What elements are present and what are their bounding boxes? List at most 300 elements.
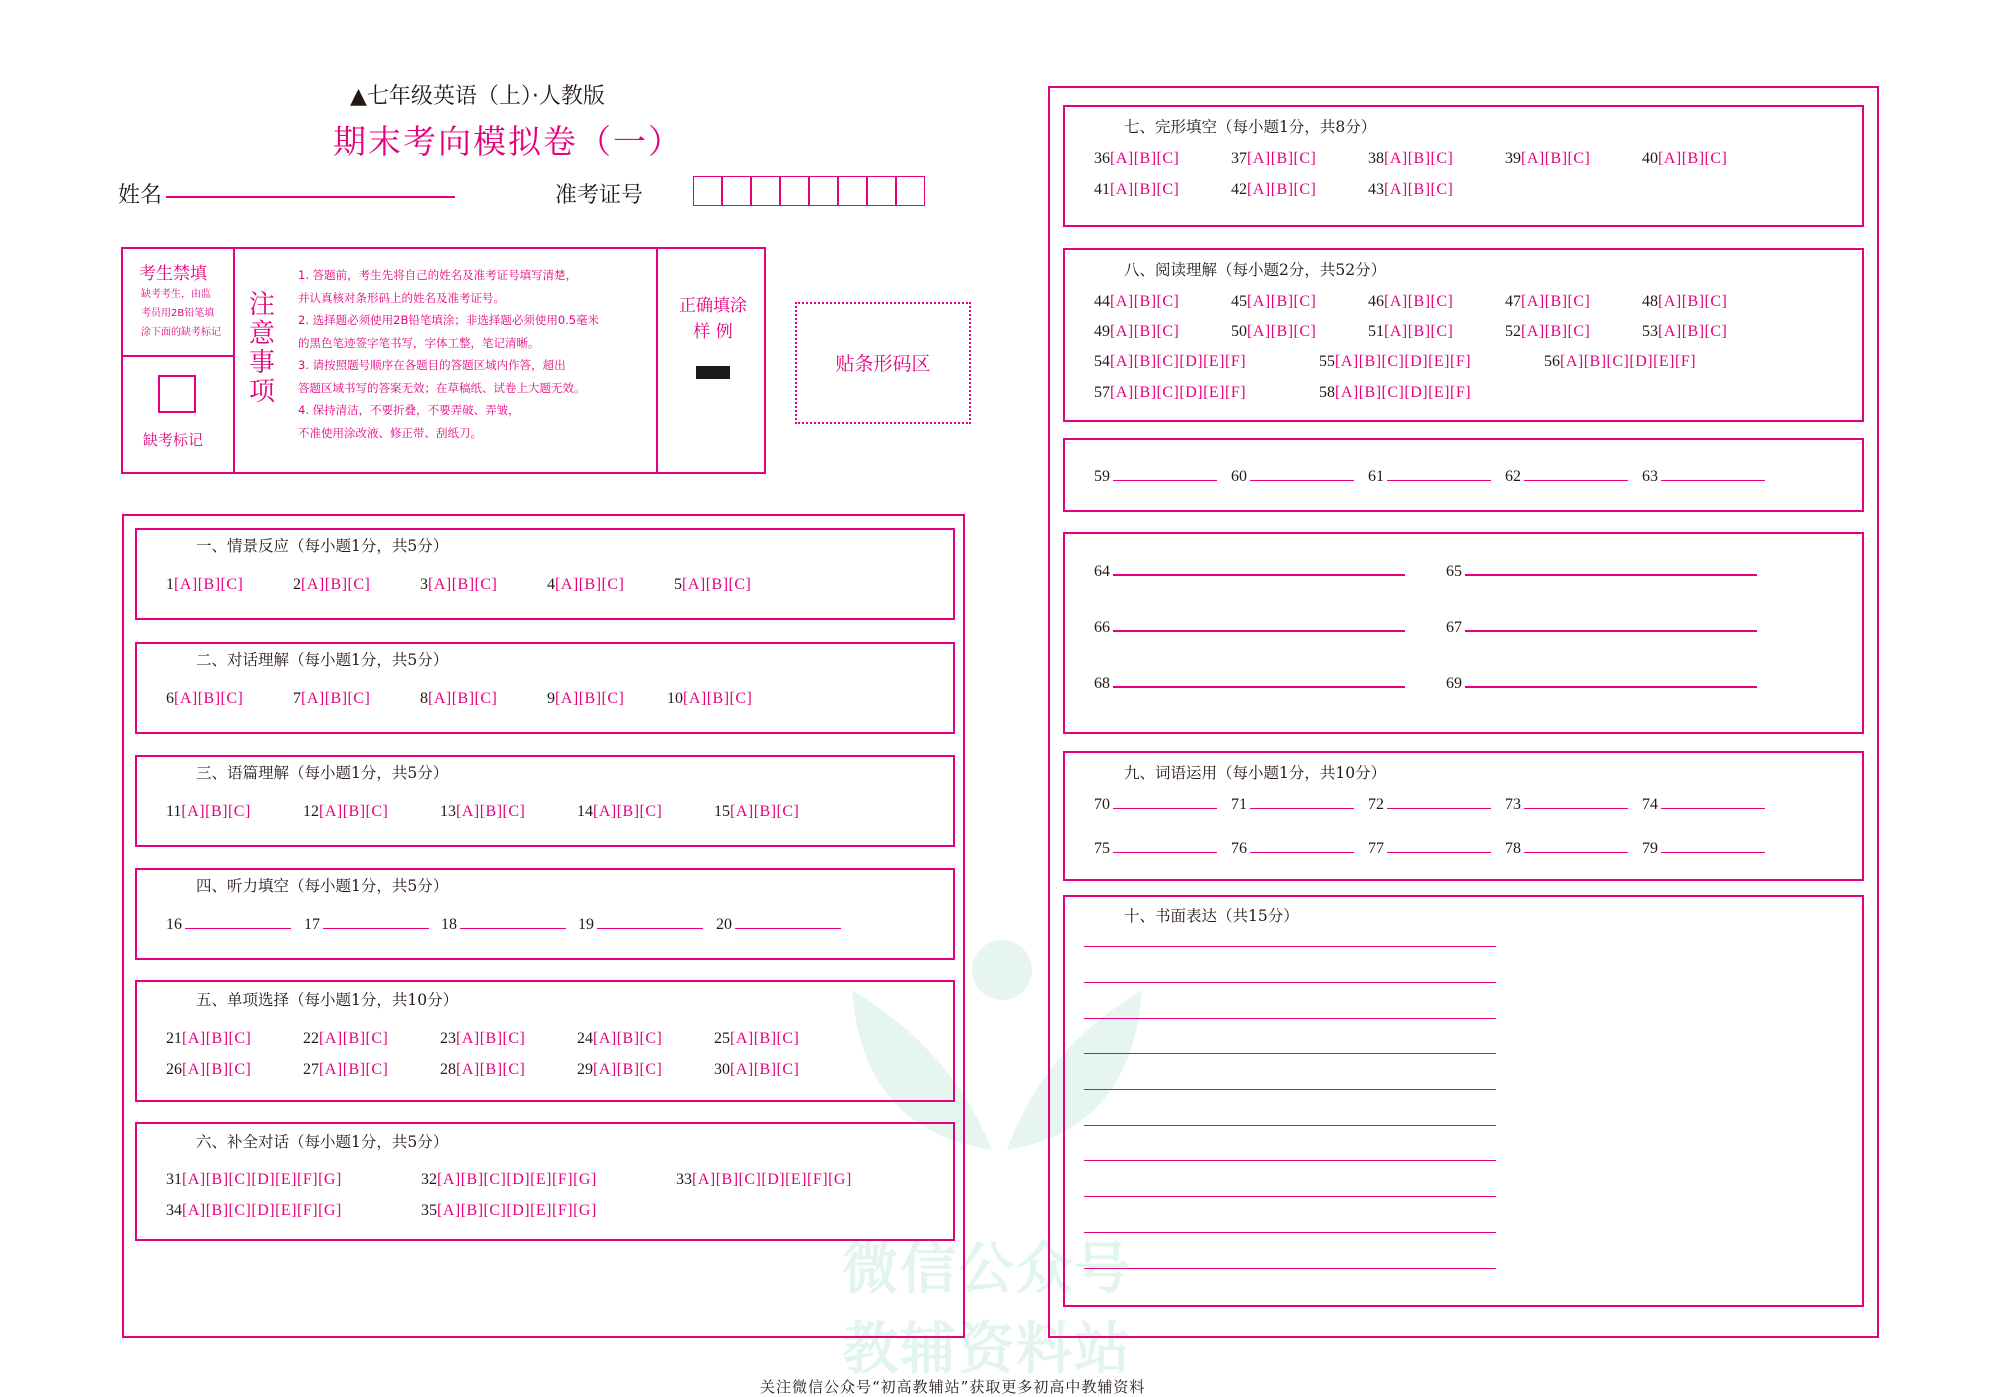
question-number: 7 [293, 690, 301, 707]
option-bubbles[interactable]: [A][B][C] [456, 1061, 526, 1078]
question-bubbles[interactable] [1368, 293, 1453, 311]
answer-line[interactable] [1524, 480, 1628, 481]
question-number: 79 [1642, 840, 1658, 857]
question-bubbles[interactable] [1094, 181, 1179, 199]
notice-line: 1. 答题前，考生先将自己的姓名及准考证号填写清楚， [298, 268, 578, 282]
section-4-heading: 四、听力填空（每小题1分，共5分） [196, 877, 449, 895]
question-number: 54 [1094, 353, 1110, 370]
answer-line[interactable] [1113, 630, 1405, 632]
option-bubbles[interactable]: [A][B][C] [1658, 293, 1728, 310]
answer-line[interactable] [1387, 808, 1491, 809]
barcode-area [795, 302, 971, 424]
question-number: 25 [714, 1030, 730, 1047]
exam-id-label: 准考证号 [555, 183, 644, 208]
answer-line[interactable] [185, 928, 291, 929]
answer-line[interactable] [1113, 480, 1217, 481]
absent-mark-checkbox[interactable] [158, 375, 196, 413]
answer-line[interactable] [1524, 852, 1628, 853]
question-bubbles[interactable] [440, 1030, 525, 1048]
question-bubbles[interactable] [1368, 181, 1453, 199]
fill-blank[interactable] [1446, 619, 1757, 637]
notice-text [298, 264, 599, 444]
question-number: 34 [166, 1202, 182, 1219]
question-number: 51 [1368, 323, 1384, 340]
fill-blank[interactable] [1231, 468, 1354, 486]
question-number: 28 [440, 1061, 456, 1078]
section-1-heading: 一、情景反应（每小题1分，共5分） [196, 537, 449, 555]
option-bubbles[interactable]: [A][B][C][D][E][F][G] [182, 1171, 342, 1188]
question-number: 8 [420, 690, 428, 707]
exam-id-cell[interactable] [780, 176, 809, 206]
notice-line: 的黑色笔迹签字笔书写，字体工整，笔记清晰。 [298, 335, 540, 350]
option-bubbles[interactable]: [A][B][C][D][E][F] [1335, 353, 1472, 370]
question-number: 72 [1368, 796, 1384, 813]
section-8-heading: 八、阅读理解（每小题2分，共52分） [1124, 261, 1387, 279]
question-number: 45 [1231, 293, 1247, 310]
question-number: 53 [1642, 323, 1658, 340]
question-number: 50 [1231, 323, 1247, 340]
question-bubbles[interactable] [667, 690, 752, 708]
option-bubbles[interactable]: [A][B][C] [182, 1030, 252, 1047]
answer-line[interactable] [1387, 852, 1491, 853]
question-bubbles[interactable] [1094, 150, 1179, 168]
exam-id-cell[interactable] [838, 176, 867, 206]
option-bubbles[interactable]: [A][B][C][D][E][F] [1560, 353, 1697, 370]
answer-line[interactable] [1113, 574, 1405, 576]
option-bubbles[interactable]: [A][B][C] [1110, 293, 1180, 310]
question-number: 68 [1094, 675, 1110, 692]
question-number: 65 [1446, 563, 1462, 580]
exam-id-grid[interactable] [693, 176, 929, 206]
answer-line[interactable] [1250, 852, 1354, 853]
name-input-line[interactable] [166, 196, 455, 198]
fill-blank[interactable] [1231, 840, 1354, 858]
question-number: 20 [716, 916, 732, 933]
fill-blank[interactable] [1446, 675, 1757, 693]
option-bubbles[interactable]: [A][B][C] [593, 803, 663, 820]
question-number: 32 [421, 1171, 437, 1188]
question-bubbles[interactable] [674, 576, 751, 594]
fill-blank[interactable] [304, 916, 429, 934]
question-number: 11 [166, 803, 182, 820]
writing-line[interactable] [1084, 1232, 1496, 1233]
option-bubbles[interactable]: [A][B][C] [1521, 323, 1591, 340]
question-bubbles[interactable] [1505, 323, 1590, 341]
option-bubbles[interactable]: [A][B][C] [730, 1030, 800, 1047]
question-bubbles[interactable] [166, 1030, 251, 1048]
option-bubbles[interactable]: [A][B][C] [555, 690, 625, 707]
fill-blank[interactable] [1094, 468, 1217, 486]
question-bubbles[interactable] [1094, 353, 1246, 371]
question-number: 75 [1094, 840, 1110, 857]
question-bubbles[interactable] [547, 690, 624, 708]
option-bubbles[interactable]: [A][B][C] [174, 690, 244, 707]
question-number: 18 [441, 916, 457, 933]
fill-blank[interactable] [1094, 840, 1217, 858]
question-bubbles[interactable] [421, 1171, 597, 1189]
option-bubbles[interactable]: [A][B][C] [1384, 181, 1454, 198]
question-bubbles[interactable] [421, 1202, 597, 1220]
question-number: 63 [1642, 468, 1658, 485]
option-bubbles[interactable]: [A][B][C] [1247, 150, 1317, 167]
question-number: 57 [1094, 384, 1110, 401]
answer-line[interactable] [1524, 808, 1628, 809]
exam-id-cell[interactable] [809, 176, 838, 206]
question-bubbles[interactable] [1642, 323, 1727, 341]
question-number: 27 [303, 1061, 319, 1078]
question-number: 33 [676, 1171, 692, 1188]
question-bubbles[interactable] [303, 1030, 388, 1048]
question-number: 37 [1231, 150, 1247, 167]
question-bubbles[interactable] [166, 576, 243, 594]
exam-id-cell[interactable] [751, 176, 780, 206]
question-bubbles[interactable] [1231, 150, 1316, 168]
option-bubbles[interactable]: [A][B][C] [319, 803, 389, 820]
question-number: 10 [667, 690, 683, 707]
question-number: 47 [1505, 293, 1521, 310]
exam-id-cell[interactable] [867, 176, 896, 206]
question-bubbles[interactable] [1094, 384, 1246, 402]
question-bubbles[interactable] [1642, 150, 1727, 168]
exam-id-cell[interactable] [896, 176, 925, 206]
question-number: 62 [1505, 468, 1521, 485]
question-number: 42 [1231, 181, 1247, 198]
question-number: 13 [440, 803, 456, 820]
notice-line: 3. 请按照题号顺序在各题目的答题区域内作答，超出 [298, 358, 566, 372]
fill-blank[interactable] [1094, 796, 1217, 814]
question-bubbles[interactable] [676, 1171, 852, 1189]
question-number: 67 [1446, 619, 1462, 636]
question-number: 49 [1094, 323, 1110, 340]
question-number: 31 [166, 1171, 182, 1188]
forbidden-line: 考员用2B铅笔填 [141, 308, 215, 319]
forbidden-line: 缺考考生，由监 [141, 289, 211, 300]
answer-line[interactable] [1465, 630, 1757, 632]
divider [656, 249, 658, 472]
option-bubbles[interactable]: [A][B][C][D][E][F] [1110, 384, 1247, 401]
option-bubbles[interactable]: [A][B][C] [301, 576, 371, 593]
exam-id-cell[interactable] [693, 176, 722, 206]
forbidden-line: 涂下面的缺考标记 [141, 327, 221, 338]
barcode-label: 贴条形码区 [835, 353, 931, 375]
fill-blank[interactable] [1505, 840, 1628, 858]
notice-line: 4. 保持清洁，不要折叠，不要弄破、弄皱， [298, 403, 520, 417]
writing-line[interactable] [1084, 1053, 1496, 1054]
answer-line[interactable] [1465, 574, 1757, 576]
fill-blank[interactable] [1446, 563, 1757, 581]
option-bubbles[interactable]: [A][B][C] [1521, 150, 1591, 167]
question-bubbles[interactable] [166, 690, 243, 708]
question-bubbles[interactable] [303, 803, 388, 821]
option-bubbles[interactable]: [A][B][C] [181, 803, 251, 820]
writing-line[interactable] [1084, 1018, 1496, 1019]
question-bubbles[interactable] [440, 1061, 525, 1079]
question-number: 43 [1368, 181, 1384, 198]
option-bubbles[interactable]: [A][B][C] [682, 576, 752, 593]
writing-line[interactable] [1084, 946, 1496, 947]
option-bubbles[interactable]: [A][B][C][D][E][F] [1110, 353, 1247, 370]
question-number: 6 [166, 690, 174, 707]
option-bubbles[interactable]: [A][B][C] [730, 1061, 800, 1078]
question-bubbles[interactable] [293, 690, 370, 708]
option-bubbles[interactable]: [A][B][C][D][E][F][G] [437, 1202, 597, 1219]
fill-blank[interactable] [1094, 675, 1405, 693]
option-bubbles[interactable]: [A][B][C] [1247, 323, 1317, 340]
option-bubbles[interactable]: [A][B][C] [1110, 150, 1180, 167]
answer-line[interactable] [1250, 480, 1354, 481]
option-bubbles[interactable]: [A][B][C] [593, 1061, 663, 1078]
question-number: 1 [166, 576, 174, 593]
question-bubbles[interactable] [577, 803, 662, 821]
answer-line[interactable] [597, 928, 703, 929]
section-10-box [1063, 895, 1864, 1307]
fill-blank[interactable] [1368, 840, 1491, 858]
question-number: 9 [547, 690, 555, 707]
fill-blank[interactable] [1094, 619, 1405, 637]
option-bubbles[interactable]: [A][B][C] [301, 690, 371, 707]
question-number: 76 [1231, 840, 1247, 857]
option-bubbles[interactable]: [A][B][C] [174, 576, 244, 593]
notice-line: 不准使用涂改液、修正带、刮纸刀。 [298, 425, 482, 440]
question-bubbles[interactable] [420, 690, 497, 708]
question-number: 2 [293, 576, 301, 593]
notice-line: 并认真核对条形码上的姓名及准考证号。 [298, 290, 505, 305]
question-bubbles[interactable] [714, 803, 799, 821]
question-bubbles[interactable] [166, 1171, 342, 1189]
answer-line[interactable] [1661, 808, 1765, 809]
fill-blank[interactable] [1368, 468, 1491, 486]
question-bubbles[interactable] [440, 803, 525, 821]
question-bubbles[interactable] [303, 1061, 388, 1079]
name-label: 姓名 [118, 183, 163, 208]
option-bubbles[interactable]: [A][B][C] [555, 576, 625, 593]
question-number: 56 [1544, 353, 1560, 370]
question-bubbles[interactable] [1368, 150, 1453, 168]
question-bubbles[interactable] [577, 1030, 662, 1048]
question-number: 59 [1094, 468, 1110, 485]
question-number: 70 [1094, 796, 1110, 813]
question-bubbles[interactable] [1505, 150, 1590, 168]
question-number: 14 [577, 803, 593, 820]
option-bubbles[interactable]: [A][B][C] [319, 1061, 389, 1078]
question-bubbles[interactable] [420, 576, 497, 594]
answer-line[interactable] [1113, 808, 1217, 809]
option-bubbles[interactable]: [A][B][C] [456, 1030, 526, 1047]
question-bubbles[interactable] [166, 1202, 342, 1220]
option-bubbles[interactable]: [A][B][C] [182, 1061, 252, 1078]
option-bubbles[interactable]: [A][B][C] [730, 803, 800, 820]
option-bubbles[interactable]: [A][B][C] [1384, 323, 1454, 340]
watermark-text: 教辅资料站 [842, 1317, 1132, 1382]
question-bubbles[interactable] [1094, 323, 1179, 341]
question-number: 52 [1505, 323, 1521, 340]
question-number: 40 [1642, 150, 1658, 167]
section-7-heading: 七、完形填空（每小题1分，共8分） [1124, 118, 1377, 136]
absent-mark-label: 缺考标记 [143, 431, 204, 449]
question-bubbles[interactable] [1231, 181, 1316, 199]
question-number: 5 [674, 576, 682, 593]
option-bubbles[interactable]: [A][B][C] [683, 690, 753, 707]
section-9-heading: 九、词语运用（每小题1分，共10分） [1124, 764, 1387, 782]
notice-heading [247, 291, 277, 407]
question-number: 23 [440, 1030, 456, 1047]
sample-title-line: 正确填涂 [679, 296, 747, 316]
question-number: 39 [1505, 150, 1521, 167]
question-number: 44 [1094, 293, 1110, 310]
option-bubbles[interactable]: [A][B][C] [456, 803, 526, 820]
question-bubbles[interactable] [1231, 323, 1316, 341]
fill-blank[interactable] [1642, 840, 1765, 858]
question-number: 64 [1094, 563, 1110, 580]
option-bubbles[interactable]: [A][B][C] [428, 576, 498, 593]
question-bubbles[interactable] [293, 576, 370, 594]
writing-line[interactable] [1084, 1268, 1496, 1269]
question-bubbles[interactable] [1319, 384, 1471, 402]
option-bubbles[interactable]: [A][B][C] [1110, 181, 1180, 198]
question-number: 60 [1231, 468, 1247, 485]
filled-bubble-sample [696, 366, 730, 379]
question-bubbles[interactable] [1094, 293, 1179, 311]
question-number: 48 [1642, 293, 1658, 310]
question-bubbles[interactable] [1505, 293, 1590, 311]
answer-line[interactable] [1465, 686, 1757, 688]
forbidden-title: 考生禁填 [139, 264, 207, 284]
notice-line: 答题区域书写的答案无效；在草稿纸、试卷上大题无效。 [298, 380, 586, 395]
question-bubbles[interactable] [1368, 323, 1453, 341]
option-bubbles[interactable]: [A][B][C] [1110, 323, 1180, 340]
question-number: 66 [1094, 619, 1110, 636]
notice-heading-char: 项 [248, 377, 275, 407]
section-5-heading: 五、单项选择（每小题1分，共10分） [196, 991, 459, 1009]
answer-line[interactable] [735, 928, 841, 929]
question-number: 19 [578, 916, 594, 933]
notice-heading-char: 事 [248, 348, 275, 378]
question-number: 29 [577, 1061, 593, 1078]
question-number: 3 [420, 576, 428, 593]
fill-blank[interactable] [1505, 796, 1628, 814]
question-bubbles[interactable] [547, 576, 624, 594]
question-number: 21 [166, 1030, 182, 1047]
question-number: 4 [547, 576, 555, 593]
question-number: 69 [1446, 675, 1462, 692]
option-bubbles[interactable]: [A][B][C] [428, 690, 498, 707]
option-bubbles[interactable]: [A][B][C] [1521, 293, 1591, 310]
watermark-text: 微信公众号 [842, 1237, 1132, 1302]
option-bubbles[interactable]: [A][B][C] [1658, 323, 1728, 340]
question-number: 24 [577, 1030, 593, 1047]
option-bubbles[interactable]: [A][B][C] [1384, 150, 1454, 167]
question-bubbles[interactable] [1319, 353, 1471, 371]
option-bubbles[interactable]: [A][B][C] [1384, 293, 1454, 310]
fill-blank[interactable] [578, 916, 703, 934]
sample-title-line: 样 例 [693, 322, 733, 342]
section-6-heading: 六、补全对话（每小题1分，共5分） [196, 1133, 449, 1151]
fill-blank[interactable] [441, 916, 566, 934]
question-number: 35 [421, 1202, 437, 1219]
divider [233, 249, 235, 472]
question-number: 74 [1642, 796, 1658, 813]
question-number: 77 [1368, 840, 1384, 857]
sample-title [663, 293, 763, 345]
option-bubbles[interactable]: [A][B][C] [1658, 150, 1728, 167]
writing-line[interactable] [1084, 1196, 1496, 1197]
section-2-heading: 二、对话理解（每小题1分，共5分） [196, 651, 449, 669]
question-number: 30 [714, 1061, 730, 1078]
fill-blank[interactable] [1505, 468, 1628, 486]
fill-blank[interactable] [166, 916, 291, 934]
fill-blank[interactable] [1368, 796, 1491, 814]
writing-line[interactable] [1084, 1125, 1496, 1126]
footer-note: 关注微信公众号“初高教辅站”获取更多初高中教辅资料 [760, 1378, 1146, 1396]
question-bubbles[interactable] [1642, 293, 1727, 311]
question-number: 41 [1094, 181, 1110, 198]
notice-box [121, 247, 766, 474]
option-bubbles[interactable]: [A][B][C][D][E][F][G] [692, 1171, 852, 1188]
question-number: 16 [166, 916, 182, 933]
answer-line[interactable] [1250, 808, 1354, 809]
question-bubbles[interactable] [714, 1030, 799, 1048]
notice-heading-char: 意 [248, 319, 275, 349]
question-bubbles[interactable] [166, 1061, 251, 1079]
option-bubbles[interactable]: [A][B][C][D][E][F] [1335, 384, 1472, 401]
option-bubbles[interactable]: [A][B][C] [1247, 293, 1317, 310]
question-bubbles[interactable] [714, 1061, 799, 1079]
notice-line: 2. 选择题必须使用2B铅笔填涂；非选择题必须使用0.5毫米 [298, 313, 600, 327]
fill-blank[interactable] [1642, 796, 1765, 814]
question-number: 12 [303, 803, 319, 820]
question-number: 17 [304, 916, 320, 933]
question-number: 61 [1368, 468, 1384, 485]
fill-blank[interactable] [1094, 563, 1405, 581]
question-bubbles[interactable] [1231, 293, 1316, 311]
question-number: 46 [1368, 293, 1384, 310]
option-bubbles[interactable]: [A][B][C] [319, 1030, 389, 1047]
question-number: 22 [303, 1030, 319, 1047]
notice-heading-char: 注 [248, 290, 275, 320]
answer-line[interactable] [1661, 480, 1765, 481]
question-number: 71 [1231, 796, 1247, 813]
question-bubbles[interactable] [577, 1061, 662, 1079]
option-bubbles[interactable]: [A][B][C][D][E][F][G] [182, 1202, 342, 1219]
answer-line[interactable] [1661, 852, 1765, 853]
writing-line[interactable] [1084, 1160, 1496, 1161]
question-number: 58 [1319, 384, 1335, 401]
answer-line[interactable] [1113, 686, 1405, 688]
question-number: 36 [1094, 150, 1110, 167]
option-bubbles[interactable]: [A][B][C] [1247, 181, 1317, 198]
question-number: 15 [714, 803, 730, 820]
divider [123, 355, 233, 357]
writing-line[interactable] [1084, 1089, 1496, 1090]
answer-line[interactable] [1113, 852, 1217, 853]
paper-subtitle: ▲七年级英语（上）·人教版 [350, 84, 605, 109]
section-10-heading: 十、书面表达（共15分） [1124, 907, 1299, 925]
answer-line[interactable] [1387, 480, 1491, 481]
writing-line[interactable] [1084, 982, 1496, 983]
exam-id-cell[interactable] [722, 176, 751, 206]
paper-title: 期末考向模拟卷（一） [333, 122, 683, 161]
answer-line[interactable] [323, 928, 429, 929]
question-bubbles[interactable] [166, 803, 251, 821]
fill-blank[interactable] [1642, 468, 1765, 486]
fill-blank[interactable] [716, 916, 841, 934]
option-bubbles[interactable]: [A][B][C][D][E][F][G] [437, 1171, 597, 1188]
question-number: 55 [1319, 353, 1335, 370]
answer-line[interactable] [460, 928, 566, 929]
question-bubbles[interactable] [1544, 353, 1696, 371]
option-bubbles[interactable]: [A][B][C] [593, 1030, 663, 1047]
fill-blank[interactable] [1231, 796, 1354, 814]
